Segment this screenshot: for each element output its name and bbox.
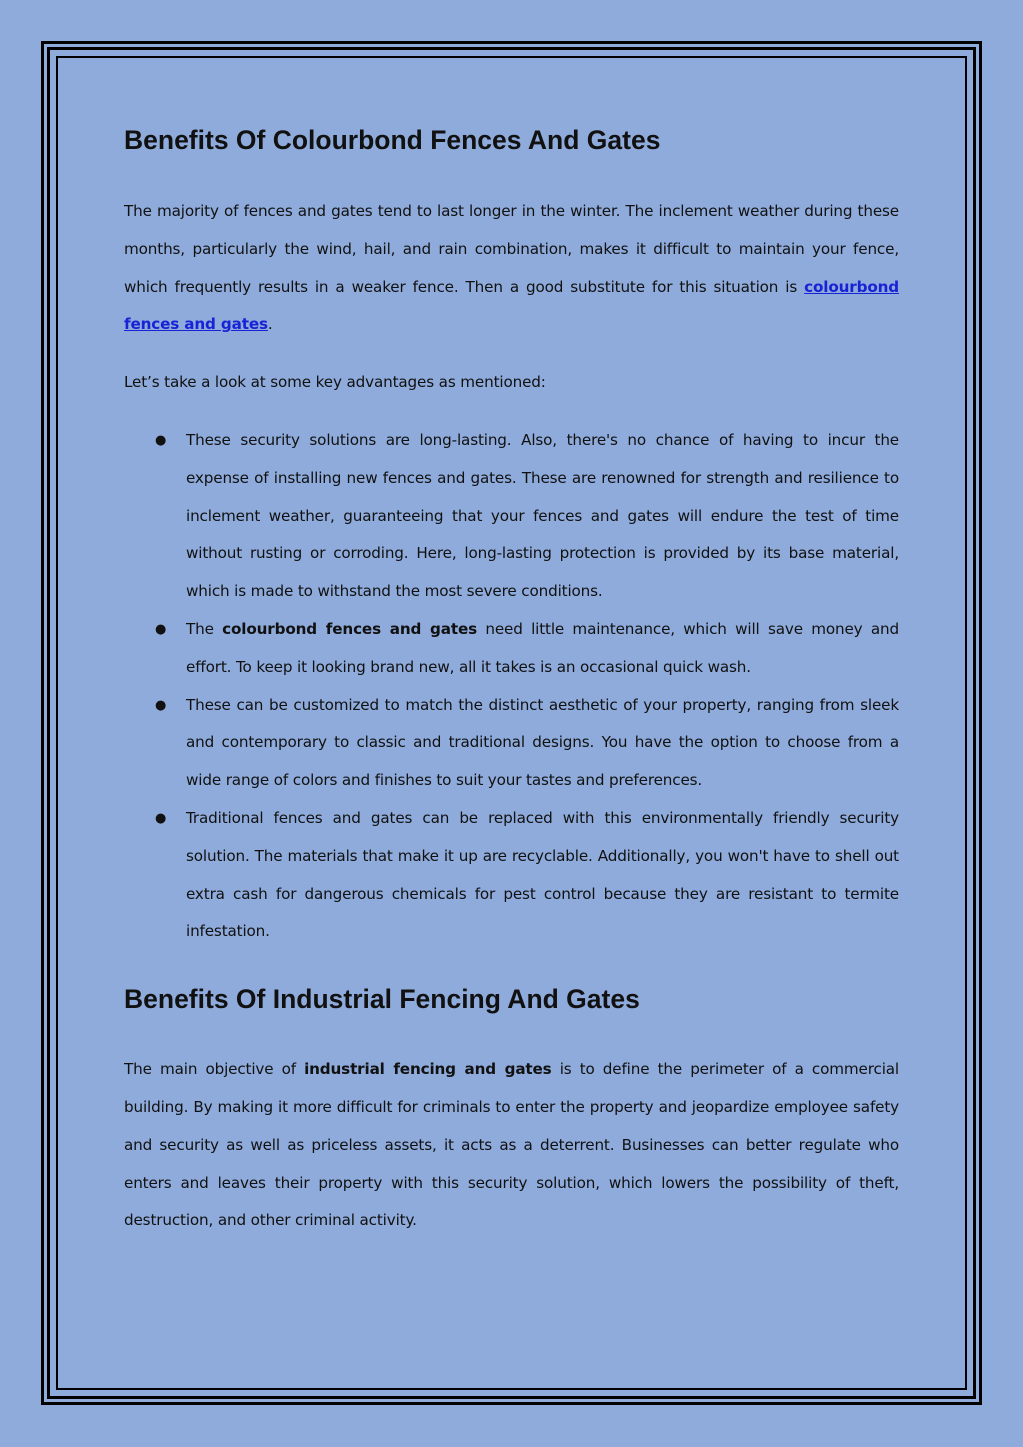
intro-paragraph (124, 193, 899, 344)
list-item-text-post: need little maintenance, which will save money and effort. To keep it looking brand new, all it takes is an occasional quick wash. (186, 619, 899, 676)
bullet-icon: ● (155, 621, 167, 637)
industrial-text-post: is to define the perimeter of a commercial building. By making it more difficult for criminals to enter the property and jeopardize employee safety and security as well as priceless assets, it acts as a deterrent. Businesses can better regulate who enters and leaves their property with this security solution, which lowers the possibility of theft, destruction, and other criminal activity. (124, 1060, 899, 1230)
list-item-text-pre: The (186, 619, 223, 638)
industrial-paragraph (124, 1051, 899, 1240)
bullet-icon: ● (155, 810, 167, 826)
lead-paragraph: Let’s take a look at some key advantages as mentioned: (124, 373, 546, 392)
list-item (155, 800, 899, 951)
list-item (155, 422, 899, 611)
section-heading-industrial: Benefits Of Industrial Fencing And Gates (124, 984, 640, 1015)
document-content (124, 118, 899, 1240)
advantages-list (124, 422, 899, 951)
industrial-text-pre: The main objective of (124, 1060, 305, 1079)
list-item-text: These security solutions are long-lasting. Also, there's no chance of having to incur the expense of installing new fences and gates. These are renowned for strength and resilience to inclement weather, guaranteeing that your fences and gates will endure the test of time without rusting or corroding. Here, long-lasting protection is provided by its base material, which is made to withstand the most severe conditions. (186, 430, 899, 601)
list-item-text-bold: colourbond fences and gates (222, 619, 478, 638)
industrial-text-bold: industrial fencing and gates (304, 1060, 552, 1079)
bullet-icon: ● (155, 697, 167, 713)
list-item-text: Traditional fences and gates can be replaced with this environmentally friendly security solution. The materials that make it up are recyclable. Additionally, you won't have to shell out extra cash for dangerous chemicals for pest control because they are resistant to termite infestation. (186, 808, 899, 941)
intro-text: The majority of fences and gates tend to last longer in the winter. The inclement weather during these months, particularly the wind, hail, and rain combination, makes it difficult to maintain your fence, which frequently results in a weaker fence. Then a good substitute for this situation is (124, 202, 899, 296)
list-item-text: These can be customized to match the distinct aesthetic of your property, ranging from sleek and contemporary to classic and traditional designs. You have the option to choose from a wide range of colors and finishes to suit your tastes and preferences. (186, 695, 899, 790)
section-heading-colourbond: Benefits Of Colourbond Fences And Gates (124, 125, 661, 155)
intro-end: . (267, 315, 273, 334)
list-item (155, 611, 899, 687)
list-item (155, 687, 899, 800)
colourbond-link[interactable]: colourbond fences and gates (124, 277, 899, 334)
bullet-icon: ● (155, 432, 167, 448)
